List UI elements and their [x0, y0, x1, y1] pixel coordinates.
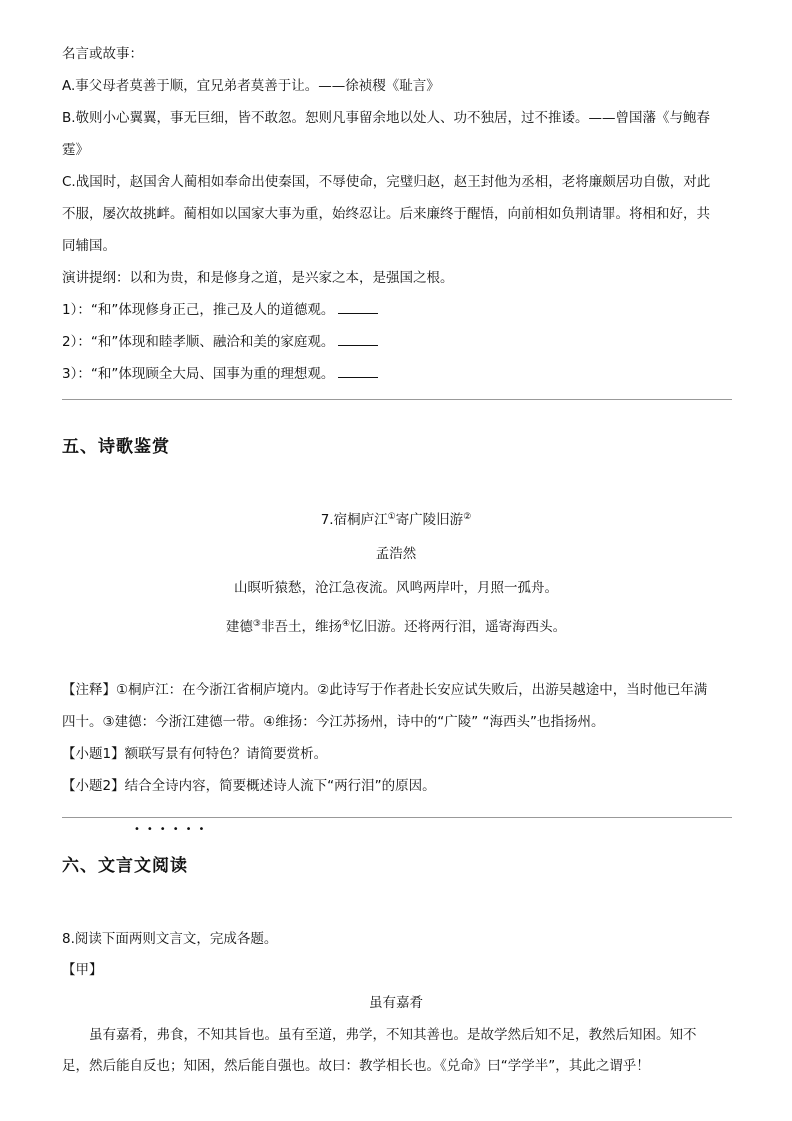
poem-line-2-b: 非吾土，维扬	[261, 619, 342, 635]
quote-c-line3: 同辅国。	[62, 238, 116, 254]
poem-line-1: 山暝听猿愁，沧江急夜流。风鸣两岸叶，月照一孤舟。	[234, 580, 558, 596]
poem-line-2-c: 忆旧游。还将两行泪，遥寄海西头。	[350, 619, 567, 635]
outline-item-2-text: 2）：“和”体现和睦孝顺、融洽和美的家庭观。	[62, 334, 335, 350]
poem-title	[0, 510, 792, 530]
note-mark-2: ②	[463, 511, 472, 522]
poem-title-b: 寄广陵旧游	[395, 512, 464, 528]
passage-title: 虽有嘉肴	[369, 995, 423, 1011]
poem-line-2-a: 建德	[225, 619, 253, 635]
sub-question-2	[62, 776, 436, 796]
divider-2	[62, 817, 732, 818]
passage-label-jia: 【甲】	[62, 962, 103, 978]
answer-blank-2[interactable]	[338, 333, 378, 346]
outline-item-3	[62, 364, 378, 384]
quote-intro: 名言或故事：	[62, 46, 143, 62]
outline-item-3-text: 3）：“和”体现顾全大局、国事为重的理想观。	[62, 366, 335, 382]
note-mark-3: ③	[252, 618, 261, 629]
quote-c-line2: 不服，屡次故挑衅。蔺相如以国家大事为重，始终忍让。后来廉终于醒悟，向前相如负荆请罪。将相和好，共	[62, 206, 710, 222]
outline-item-2	[62, 332, 378, 352]
quote-c-line1: C.战国时，赵国舍人蔺相如奉命出使秦国，不辱使命，完璧归赵，赵王封他为丞相，老将廉颇居功自傲，对此	[62, 174, 711, 190]
speech-outline: 演讲提纲：以和为贵，和是修身之道，是兴家之本，是强国之根。	[62, 270, 454, 286]
sub-question-2-label: 【小题2】	[62, 778, 125, 794]
quote-a: A.事父母者莫善于顺，宜兄弟者莫善于让。——徐祯稷《耻言》	[62, 78, 440, 94]
answer-blank-3[interactable]	[338, 365, 378, 378]
answer-blank-1[interactable]	[338, 301, 378, 314]
poem-note-line2: 四十。③建德：今浙江建德一带。④维扬：今江苏扬州，诗中的“广陵” “海西头”也指扬州。	[62, 714, 605, 730]
quote-b-line2: 霆》	[62, 142, 89, 158]
poem-line-2	[0, 617, 792, 637]
passage-line2: 足，然后能自反也；知困，然后能自强也。故曰：教学相长也。《兑命》曰“学学半”，其此之谓乎！	[62, 1058, 650, 1074]
quote-b-line1: B.敬则小心翼翼，事无巨细，皆不敢忽。恕则凡事留余地以处人、功不独居，过不推诿。——曾国藩《与鲍春	[62, 110, 711, 126]
sub-question-2-emphasis: 结合全诗内容	[124, 778, 206, 794]
outline-item-1	[62, 300, 378, 320]
section-heading-classical: 六、文言文阅读	[62, 856, 188, 876]
outline-item-1-text: 1）：“和”体现修身正己，推己及人的道德观。	[62, 302, 335, 318]
question-8: 8.阅读下面两则文言文，完成各题。	[62, 931, 278, 947]
sub-question-1: 【小题1】额联写景有何特色？请简要赏析。	[62, 746, 328, 762]
divider-1	[62, 399, 732, 400]
note-mark-1: ①	[387, 511, 396, 522]
note-mark-4: ④	[342, 618, 351, 629]
passage-line1: 虽有嘉肴，弗食，不知其旨也。虽有至道，弗学，不知其善也。是故学然后知不足，教然后知困。知不	[89, 1027, 697, 1043]
section-heading-poetry: 五、诗歌鉴赏	[62, 437, 170, 457]
sub-question-2-rest: ，简要概述诗人流下“两行泪”的原因。	[205, 778, 436, 794]
poem-note-line1: 【注释】①桐庐江：在今浙江省桐庐境内。②此诗写于作者赴长安应试失败后，出游吴越途中，当时他已年满	[62, 682, 708, 698]
poem-author: 孟浩然	[375, 546, 417, 562]
emphasis-dots: ••••••	[134, 824, 212, 835]
poem-title-a: 7.宿桐庐江	[320, 512, 388, 528]
